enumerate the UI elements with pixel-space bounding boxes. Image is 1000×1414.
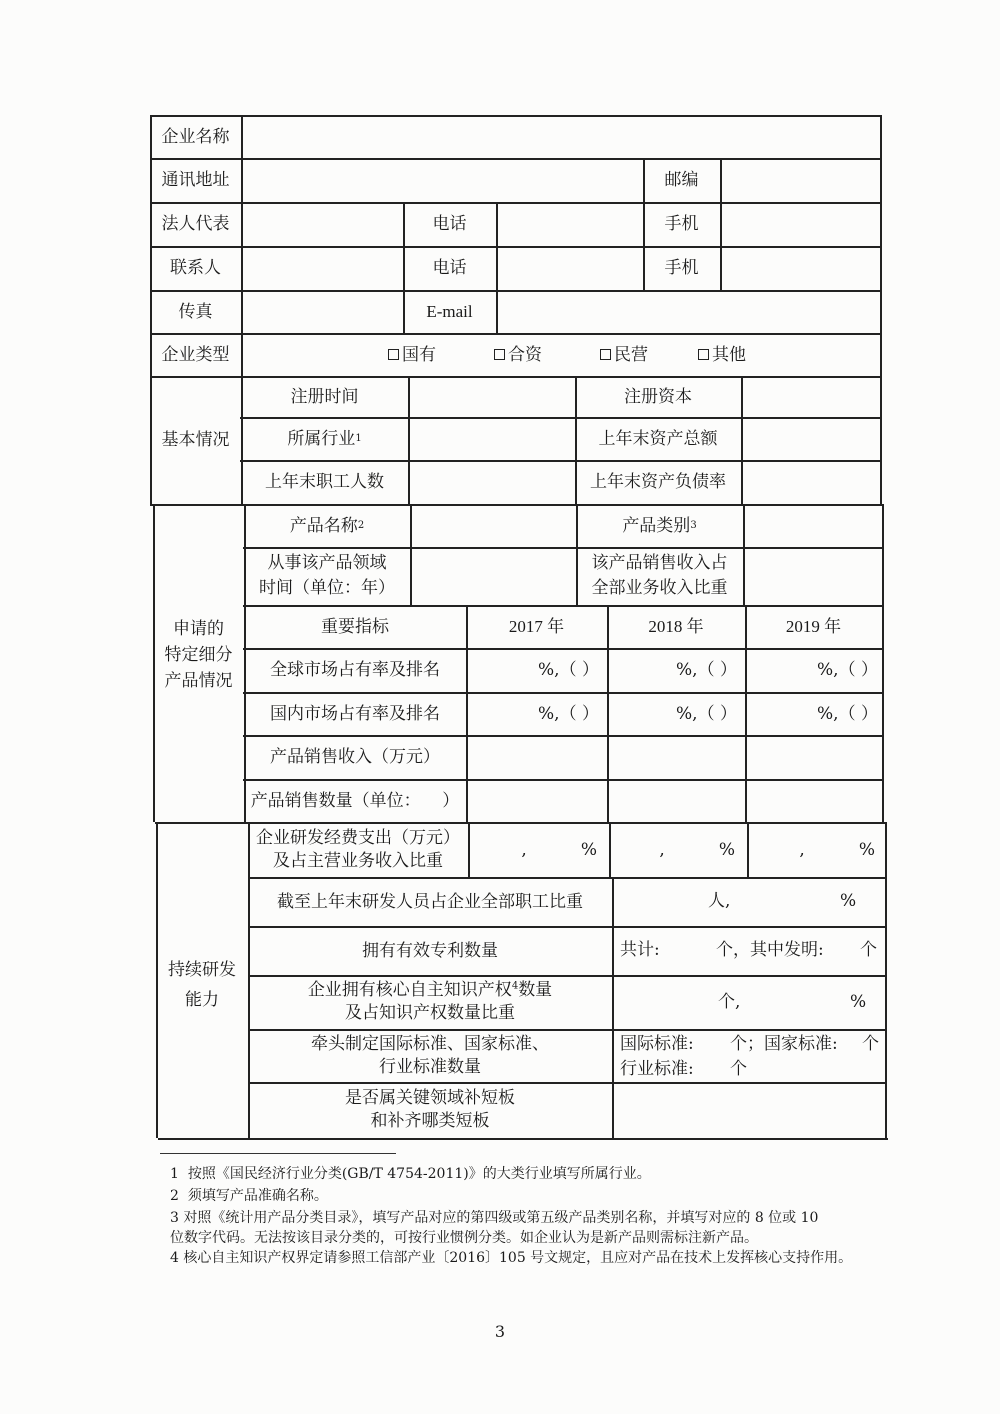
application-form [150,115,888,1140]
footnote-1: 1 按照《国民经济行业分类(GB/T 4754-2011)》的大类行业填写所属行业。 [170,1166,651,1182]
checkbox-icon[interactable] [494,349,505,360]
industry-label: 所属行业 1 [287,428,362,449]
standards-field[interactable]: 国际标准: 个；国家标准: 个 行业标准: 个 [620,1034,879,1079]
product-name-label: 产品名称 2 [289,515,365,536]
footnote-2: 2 须填写产品准确名称。 [170,1188,328,1204]
footnote-3: 3 对照《统计用产品分类目录》，填写产品对应的第四级或第五级产品类别名称，并填写对应的 8 位或 10 [170,1210,819,1226]
year-2018-header: 2018 年 [648,616,704,636]
sales-revenue-2018[interactable] [607,735,745,779]
rd-expense-2017[interactable]: , % [521,839,597,860]
legal-rep-mobile-label: 手机 [664,214,699,234]
patents-label: 拥有有效专利数量 [362,940,498,961]
product-section-label: 申请的 特定细分 产品情况 [164,619,233,691]
debt-ratio-label: 上年末资产负债率 [590,472,726,492]
checkbox-icon[interactable] [600,349,611,360]
product-category-field[interactable] [743,504,882,547]
global-share-2018[interactable]: %,（ ） [676,660,737,680]
standards-label: 牵头制定国际标准、国家标准、 行业标准数量 [311,1033,549,1077]
legal-rep-mobile-field[interactable] [720,202,880,246]
checkbox-icon[interactable] [388,349,399,360]
sales-volume-2018[interactable] [607,779,745,822]
legal-rep-label: 法人代表 [161,214,230,234]
indicator-header: 重要指标 [321,616,389,637]
product-years-label: 从事该产品领域 时间（单位：年） [259,553,395,598]
global-share-2017[interactable]: %,（ ） [538,660,599,680]
weak-link-field[interactable] [612,1082,885,1138]
rd-section-label: 持续研发 能力 [168,960,236,1010]
legal-rep-field[interactable] [241,202,403,246]
sales-revenue-2019[interactable] [745,735,882,779]
postcode-label: 邮编 [664,170,699,190]
address-label: 通讯地址 [161,170,230,190]
sales-revenue-2017[interactable] [466,735,607,779]
contact-field[interactable] [241,246,403,290]
basic-info-section-label: 基本情况 [161,430,230,450]
reg-capital-field[interactable] [741,376,880,417]
contact-phone-label: 电话 [432,258,467,278]
reg-time-field[interactable] [408,376,575,417]
legal-rep-phone-field[interactable] [496,202,643,246]
product-years-field[interactable] [410,547,576,605]
contact-mobile-label: 手机 [664,258,699,278]
global-share-2019[interactable]: %,（ ） [817,660,878,680]
rd-staff-field[interactable]: 人, % [708,891,857,911]
type-private-option[interactable]: 民营 [594,333,654,376]
email-label: E-mail [426,301,473,321]
contact-label: 联系人 [170,258,221,278]
reg-capital-label: 注册资本 [624,386,692,407]
rd-staff-label: 截至上年末研发人员占企业全部职工比重 [277,891,583,912]
year-2019-header: 2019 年 [785,616,842,636]
product-name-field[interactable] [410,504,576,547]
debt-ratio-field[interactable] [741,460,880,504]
page-number: 3 [494,1322,506,1341]
company-type-label: 企业类型 [161,344,230,365]
core-ip-label: 企业拥有核心自主知识产权$^4$数量 及占知识产权数量比重 [307,980,553,1023]
postcode-field[interactable] [720,158,880,202]
type-state-owned-option[interactable]: 国有 [382,333,442,376]
contact-phone-field[interactable] [496,246,643,290]
employees-label: 上年末职工人数 [265,472,384,492]
contact-mobile-field[interactable] [720,246,880,290]
footnote-4: 4 核心自主知识产权界定请参照工信部产业〔2016〕105 号文规定，且应对产品在技术上发挥核心支持作用。 [170,1250,853,1266]
fax-label: 传真 [178,301,213,322]
employees-field[interactable] [408,460,575,504]
product-category-label: 产品类别 3 [622,515,697,536]
sales-revenue-label: 产品销售收入（万元） [270,747,440,767]
company-name-field[interactable] [241,115,880,158]
fax-field[interactable] [241,290,403,333]
type-joint-venture-option[interactable]: 合资 [488,333,548,376]
sales-volume-2017[interactable] [466,779,607,822]
domestic-share-2017[interactable]: %,（ ） [538,703,599,724]
checkbox-icon[interactable] [698,349,709,360]
domestic-share-2019[interactable]: %,（ ） [817,703,878,724]
year-2017-header: 2017 年 [508,616,565,636]
rd-expense-2019[interactable]: , % [799,839,875,860]
reg-time-label: 注册时间 [290,386,359,407]
type-other-option[interactable]: 其他 [692,333,752,376]
legal-rep-phone-label: 电话 [432,214,467,234]
industry-field[interactable] [408,417,575,460]
rd-expense-2018[interactable]: , % [659,839,735,860]
rd-expense-label: 企业研发经费支出（万元） 及占主营业务收入比重 [256,827,460,871]
address-field[interactable] [241,158,643,202]
footnote-separator [160,1153,396,1154]
core-ip-field[interactable]: 个, % [718,992,867,1012]
global-share-label: 全球市场占有率及排名 [270,660,440,680]
weak-link-label: 是否属关键领域补短板 和补齐哪类短板 [345,1088,515,1131]
total-assets-field[interactable] [741,417,880,460]
total-assets-label: 上年末资产总额 [598,428,718,449]
domestic-share-2018[interactable]: %,（ ） [676,703,737,724]
company-name-label: 企业名称 [161,126,230,147]
product-share-field[interactable] [743,547,882,605]
footnote-3-continued: 位数字代码。无法按该目录分类的，可按行业惯例分类。如企业认为是新产品则需标注新产品。 [170,1230,758,1246]
sales-volume-label: 产品销售数量（单位： ） [250,790,460,811]
domestic-share-label: 国内市场占有率及排名 [270,703,440,724]
product-share-label: 该产品销售收入占 全部业务收入比重 [591,553,728,598]
patents-field[interactable]: 共计: 个，其中发明: 个 [620,940,877,960]
sales-volume-2019[interactable] [745,779,882,822]
email-field[interactable] [496,290,880,333]
